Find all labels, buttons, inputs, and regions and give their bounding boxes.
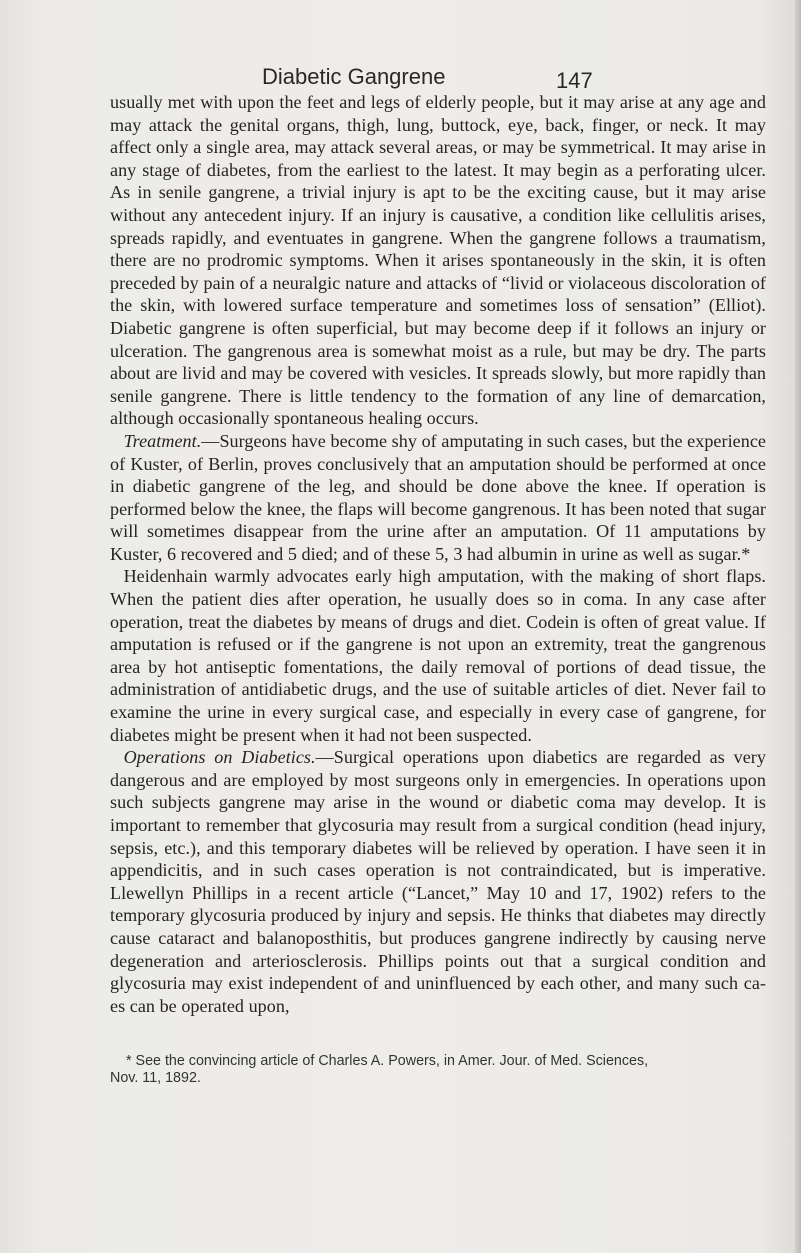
page-number: 147 <box>556 68 593 93</box>
operations-heading: Operations on Diabetics. <box>123 747 316 768</box>
running-title: Diabetic Gangrene <box>262 64 446 89</box>
footnote-line-2: Nov. 11, 1892. <box>110 1070 201 1086</box>
paragraph-treatment <box>110 430 766 566</box>
operations-text: —Surgical operations upon diabetics are regarded as very dangerous and are employed by most surgeons only in emergencies. In operations upon such subjects gangrene may arise in the wound or diabetic coma may develop. It is important to remember that glycosuria may result from a surgical condition (head injury, sepsis, etc.), and this temporary diabetes will be relieved by operation. I have seen it in appendicitis, and in such cases operation is not contraindicated, but is imperative. Llewellyn Phillips in a recent article (“Lancet,” May 10 and 17, 1902) refers to the temporary glycosuria produced by injury and sepsis. He thinks that diabetes may directly cause cataract and balanoposthitis, but produces gangrene indirectly by causing nerve degeneration and arteriosclerosis. Phillips points out that a surgical condition and glycosuria may exist independent of and uninfluenced by each other, and many such ca-es can be operated upon, <box>110 747 766 1016</box>
page-edge <box>795 0 801 1253</box>
running-header <box>0 46 801 93</box>
paragraph-heidenhain: Heidenhain warmly advocates early high amputation, with the making of short flaps. When the patient dies after operation, he usually does so in coma. In any case after operation, treat the diabetes by means of drugs and diet. Codein is often of great value. If amputation is refused or if the gangrene is not upon an extremity, treat the gangrenous area by hot antiseptic fomentations, the daily removal of portions of dead tissue, the administration of antidiabetic drugs, and the use of suitable articles of diet. Never fail to examine the urine in every surgical case, and especially in every case of gangrene, for diabetes might be present when it had not been suspected. <box>110 566 766 745</box>
paragraph-operations <box>110 746 766 1017</box>
body-text <box>110 91 766 1017</box>
footnote <box>110 1053 766 1087</box>
treatment-text: —Surgeons have become shy of amputating in such cases, but the experience of Kuster, of Berlin, proves conclusively that an amputation should be performed at once in diabetic gangrene of the leg, and should be done above the knee. If operation is performed below the knee, the flaps will become gangrenous. It has been noted that sugar will sometimes disappear from the urine after an amputation. Of 11 amputations by Kuster, 6 recovered and 5 died; and of these 5, 3 had albumin in urine as well as sugar.* <box>110 430 766 564</box>
footnote-line-1: * See the convincing article of Charles A. Powers, in Amer. Jour. of Med. Sciences, <box>126 1053 649 1069</box>
treatment-heading: Treatment. <box>123 430 202 451</box>
paragraph-1: usually met with upon the feet and legs of elderly people, but it may arise at any age and may attack the genital organs, thigh, lung, buttock, eye, back, finger, or neck. It may affect only a single area, may attack several areas, or may be symmetrical. It may arise in any stage of diabetes, from the earliest to the latest. It may begin as a perforating ulcer. As in senile gangrene, a trivial injury is apt to be the exciting cause, but it may arise without any antecedent injury. If an injury is causative, a condition like cellulitis arises, spreads rapidly, and eventuates in gangrene. When the gangrene follows a traumatism, there are no prodromic symptoms. When it arises spontaneously in the skin, it is often preceded by pain of a neuralgic nature and attacks of “livid or violaceous discoloration of the skin, with lowered surface temperature and sometimes loss of sensation” (Elliot). Diabetic gangrene is often superficial, but may become deep if it follows an injury or ulceration. The gangrenous area is somewhat moist as a rule, but may be dry. The parts about are livid and may be covered with vesicles. It spreads slowly, but more rapidly than senile gangrene. There is little tendency to the formation of any line of demarcation, although occasionally spontaneous healing occurs. <box>110 92 766 429</box>
